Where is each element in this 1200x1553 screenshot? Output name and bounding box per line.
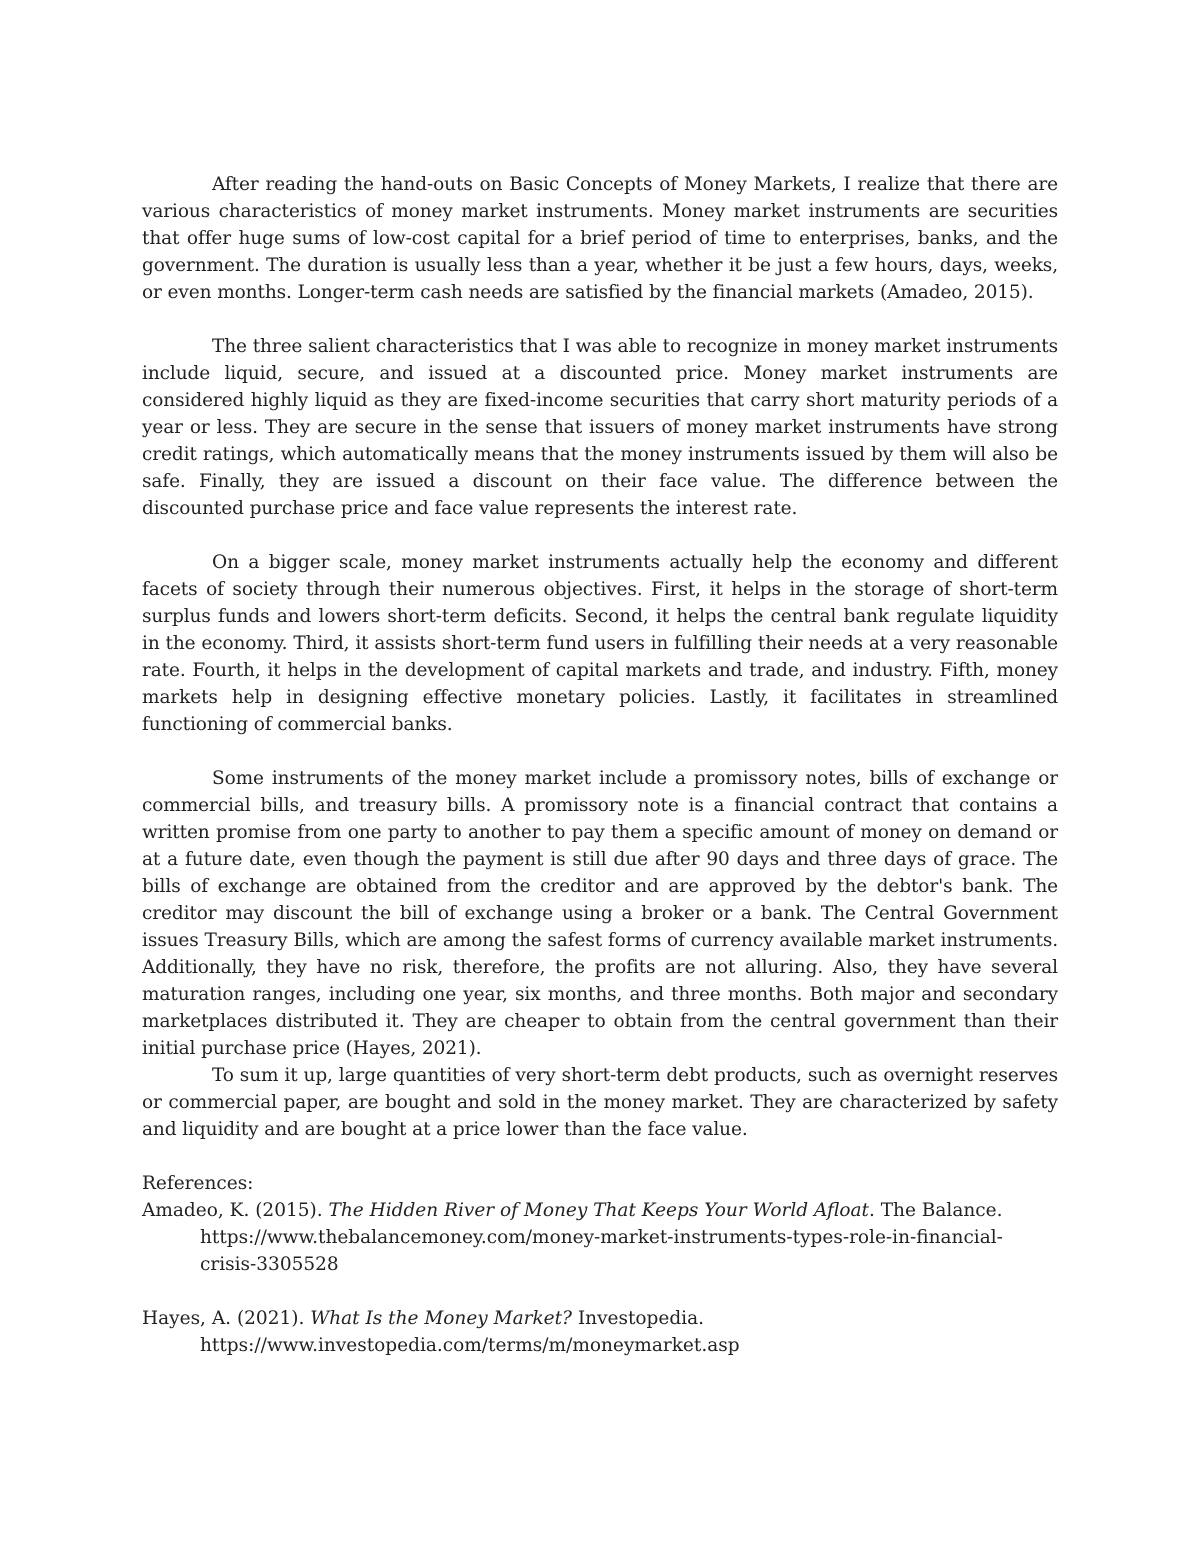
references-heading: References: <box>142 1173 254 1194</box>
paragraph-characteristics: The three salient characteristics that I was able to recognize in money market instruments include liquid, secure, and issued at a discounted price. Money market instruments are considered highly liquid as they are fixed-income securities that carry short maturity periods of a year or less. They are secure in the sense that issuers of money market instruments have strong credit ratings, which automatically means that the money instruments issued by them will also be safe. Finally, they are issued a discount on their face value. The difference between the discounted purchase price and face value represents the interest rate. <box>142 336 1058 519</box>
reference-source: . The Balance. https://www.thebalancemoney.com/money-market-instruments-types-role-in-financial-crisis-3305528 <box>200 1200 1003 1275</box>
paragraph-instruments: Some instruments of the money market include a promissory notes, bills of exchange or commercial bills, and treasury bills. A promissory note is a financial contract that contains a written promise from one party to another to pay them a specific amount of money on demand or at a future date, even though the payment is still due after 90 days and three days of grace. The bills of exchange are obtained from the creditor and are approved by the debtor's bank. The creditor may discount the bill of exchange using a broker or a bank. The Central Government issues Treasury Bills, which are among the safest forms of currency available market instruments. Additionally, they have no risk, therefore, the profits are not alluring. Also, they have several maturation ranges, including one year, six months, and three months. Both major and secondary marketplaces distributed it. They are cheaper to obtain from the central government than their initial purchase price (Hayes, 2021). <box>142 768 1058 1059</box>
reference-source: Investopedia. https://www.investopedia.com/terms/m/moneymarket.asp <box>200 1308 740 1356</box>
reference-author-date: Hayes, A. (2021). <box>142 1308 311 1329</box>
paragraph-objectives: On a bigger scale, money market instruments actually help the economy and different facets of society through their numerous objectives. First, it helps in the storage of short-term surplus funds and lowers short-term deficits. Second, it helps the central bank regulate liquidity in the economy. Third, it assists short-term fund users in fulfilling their needs at a very reasonable rate. Fourth, it helps in the development of capital markets and trade, and industry. Fifth, money markets help in designing effective monetary policies. Lastly, it facilitates in streamlined functioning of commercial banks. <box>142 552 1058 735</box>
reference-entry <box>142 1305 1058 1359</box>
paragraph-intro: After reading the hand-outs on Basic Concepts of Money Markets, I realize that there are various characteristics of money market instruments. Money market instruments are securities that offer huge sums of low-cost capital for a brief period of time to enterprises, banks, and the government. The duration is usually less than a year, whether it be just a few hours, days, weeks, or even months. Longer-term cash needs are satisfied by the financial markets (Amadeo, 2015). <box>142 174 1058 303</box>
paragraph-conclusion: To sum it up, large quantities of very short-term debt products, such as overnight reserves or commercial paper, are bought and sold in the money market. They are characterized by safety and liquidity and are bought at a price lower than the face value. <box>142 1065 1058 1140</box>
reference-author-date: Amadeo, K. (2015). <box>142 1200 329 1221</box>
reference-title: The Hidden River of Money That Keeps Your World Afloat <box>328 1200 869 1221</box>
reference-title: What Is the Money Market? <box>310 1308 572 1329</box>
reference-entry <box>142 1197 1058 1278</box>
